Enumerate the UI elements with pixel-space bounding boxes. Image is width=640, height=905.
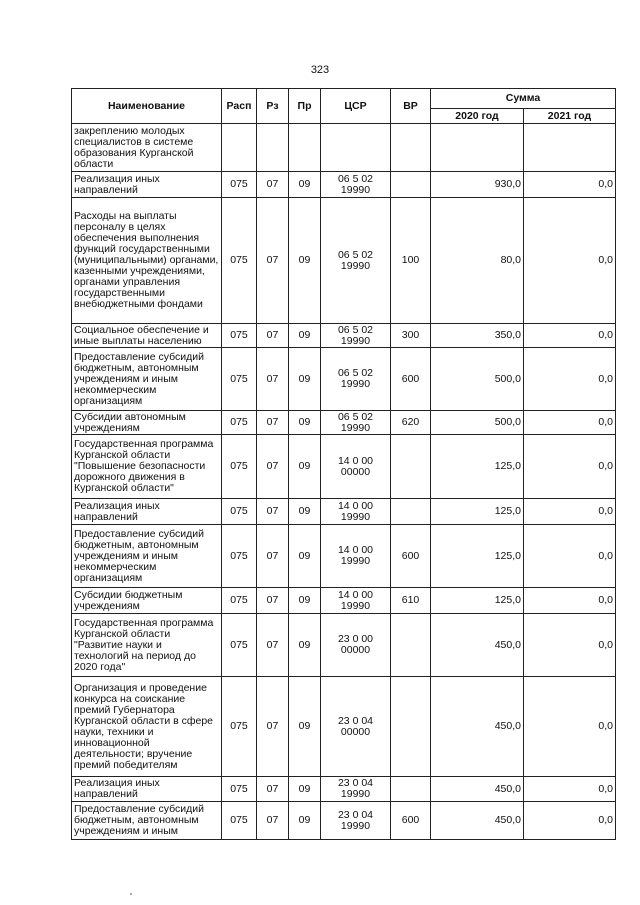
row-sum-2021: 0,0 bbox=[524, 435, 616, 499]
row-rz: 07 bbox=[257, 198, 289, 324]
row-sum-2020: 450,0 bbox=[431, 677, 524, 777]
row-rasp: 075 bbox=[222, 777, 257, 802]
row-sum-2020: 125,0 bbox=[431, 499, 524, 525]
row-sum-2021: 0,0 bbox=[524, 198, 616, 324]
row-sum-2021: 0,0 bbox=[524, 411, 616, 435]
row-name: Предоставление субсидий бюджетным, автономным учреждениям и иным bbox=[72, 802, 222, 840]
row-vr bbox=[391, 614, 431, 677]
row-csr: 23 0 04 19990 bbox=[321, 802, 391, 840]
row-pr: 09 bbox=[289, 802, 321, 840]
header-sum: Сумма bbox=[431, 89, 616, 109]
row-rasp: 075 bbox=[222, 525, 257, 588]
row-csr: 14 0 00 19990 bbox=[321, 525, 391, 588]
row-sum-2020: 125,0 bbox=[431, 525, 524, 588]
row-rz: 07 bbox=[257, 499, 289, 525]
row-vr: 610 bbox=[391, 588, 431, 614]
row-rasp: 075 bbox=[222, 324, 257, 348]
table-row bbox=[72, 411, 616, 435]
header-year-2020: 2020 год bbox=[431, 109, 524, 124]
row-pr: 09 bbox=[289, 499, 321, 525]
table-row bbox=[72, 614, 616, 677]
header-csr: ЦСР bbox=[321, 89, 391, 124]
row-vr bbox=[391, 777, 431, 802]
row-vr bbox=[391, 499, 431, 525]
row-csr: 23 0 04 00000 bbox=[321, 677, 391, 777]
row-csr: 14 0 00 19990 bbox=[321, 499, 391, 525]
row-sum-2021: 0,0 bbox=[524, 777, 616, 802]
row-name: Реализация иных направлений bbox=[72, 172, 222, 198]
row-sum-2020: 500,0 bbox=[431, 348, 524, 411]
header-rz: Рз bbox=[257, 89, 289, 124]
row-sum-2021 bbox=[524, 124, 616, 172]
row-vr bbox=[391, 677, 431, 777]
row-name: Государственная программа Курганской области "Повышение безопасности дорожного движения в Курганской области" bbox=[72, 435, 222, 499]
row-vr: 600 bbox=[391, 348, 431, 411]
row-pr: 09 bbox=[289, 777, 321, 802]
row-pr: 09 bbox=[289, 348, 321, 411]
row-sum-2021: 0,0 bbox=[524, 525, 616, 588]
row-rasp: 075 bbox=[222, 614, 257, 677]
header-name: Наименование bbox=[72, 89, 222, 124]
table-row bbox=[72, 588, 616, 614]
header-vr: ВР bbox=[391, 89, 431, 124]
row-csr: 06 5 02 19990 bbox=[321, 348, 391, 411]
row-sum-2020: 450,0 bbox=[431, 614, 524, 677]
row-sum-2020: 450,0 bbox=[431, 777, 524, 802]
row-pr: 09 bbox=[289, 411, 321, 435]
row-vr: 300 bbox=[391, 324, 431, 348]
table-row bbox=[72, 172, 616, 198]
row-sum-2020 bbox=[431, 124, 524, 172]
row-pr: 09 bbox=[289, 435, 321, 499]
row-sum-2020: 125,0 bbox=[431, 588, 524, 614]
row-name: Предоставление субсидий бюджетным, автономным учреждениям и иным некоммерческим организациям bbox=[72, 348, 222, 411]
row-pr: 09 bbox=[289, 198, 321, 324]
row-csr: 14 0 00 00000 bbox=[321, 435, 391, 499]
header-pr: Пр bbox=[289, 89, 321, 124]
row-rz: 07 bbox=[257, 777, 289, 802]
row-sum-2021: 0,0 bbox=[524, 802, 616, 840]
row-sum-2020: 500,0 bbox=[431, 411, 524, 435]
row-rasp: 075 bbox=[222, 172, 257, 198]
table-row bbox=[72, 677, 616, 777]
row-vr bbox=[391, 172, 431, 198]
table-row bbox=[72, 198, 616, 324]
row-rasp: 075 bbox=[222, 411, 257, 435]
row-vr bbox=[391, 124, 431, 172]
table-row bbox=[72, 499, 616, 525]
row-name: Субсидии бюджетным учреждениям bbox=[72, 588, 222, 614]
row-pr: 09 bbox=[289, 172, 321, 198]
row-pr: 09 bbox=[289, 614, 321, 677]
row-rasp: 075 bbox=[222, 435, 257, 499]
row-sum-2021: 0,0 bbox=[524, 324, 616, 348]
row-vr bbox=[391, 435, 431, 499]
table-row bbox=[72, 802, 616, 840]
header-year-2021: 2021 год bbox=[524, 109, 616, 124]
row-pr: 09 bbox=[289, 525, 321, 588]
row-rasp: 075 bbox=[222, 499, 257, 525]
page-number: 323 bbox=[310, 64, 330, 76]
row-rasp: 075 bbox=[222, 588, 257, 614]
row-rasp: 075 bbox=[222, 677, 257, 777]
row-rz: 07 bbox=[257, 614, 289, 677]
row-rz: 07 bbox=[257, 172, 289, 198]
row-rz: 07 bbox=[257, 348, 289, 411]
row-vr: 100 bbox=[391, 198, 431, 324]
row-rasp: 075 bbox=[222, 198, 257, 324]
row-sum-2021: 0,0 bbox=[524, 172, 616, 198]
row-csr: 23 0 04 19990 bbox=[321, 777, 391, 802]
row-sum-2021: 0,0 bbox=[524, 588, 616, 614]
row-sum-2020: 80,0 bbox=[431, 198, 524, 324]
row-csr: 14 0 00 19990 bbox=[321, 588, 391, 614]
table-row bbox=[72, 348, 616, 411]
scan-dot bbox=[130, 893, 132, 895]
table-row bbox=[72, 435, 616, 499]
row-csr: 06 5 02 19990 bbox=[321, 172, 391, 198]
row-rasp: 075 bbox=[222, 802, 257, 840]
row-rz: 07 bbox=[257, 324, 289, 348]
row-rz: 07 bbox=[257, 525, 289, 588]
table-row bbox=[72, 124, 616, 172]
row-pr: 09 bbox=[289, 588, 321, 614]
row-csr: 06 5 02 19990 bbox=[321, 411, 391, 435]
row-csr: 06 5 02 19990 bbox=[321, 324, 391, 348]
row-name: закреплению молодых специалистов в системе образования Курганской области bbox=[72, 124, 222, 172]
row-sum-2020: 350,0 bbox=[431, 324, 524, 348]
row-pr: 09 bbox=[289, 324, 321, 348]
budget-table bbox=[71, 88, 616, 840]
row-rz: 07 bbox=[257, 802, 289, 840]
row-name: Организация и проведение конкурса на соискание премий Губернатора Курганской области в сфере науки, техники и инновационной деятельности; вручение премий победителям bbox=[72, 677, 222, 777]
row-vr: 620 bbox=[391, 411, 431, 435]
row-name: Субсидии автономным учреждениям bbox=[72, 411, 222, 435]
table-row bbox=[72, 324, 616, 348]
row-sum-2021: 0,0 bbox=[524, 614, 616, 677]
header-rasp: Расп bbox=[222, 89, 257, 124]
row-rz bbox=[257, 124, 289, 172]
row-name: Социальное обеспечение и иные выплаты населению bbox=[72, 324, 222, 348]
row-rasp bbox=[222, 124, 257, 172]
row-sum-2020: 450,0 bbox=[431, 802, 524, 840]
row-vr: 600 bbox=[391, 802, 431, 840]
row-rz: 07 bbox=[257, 588, 289, 614]
row-rz: 07 bbox=[257, 677, 289, 777]
row-sum-2021: 0,0 bbox=[524, 499, 616, 525]
row-sum-2021: 0,0 bbox=[524, 677, 616, 777]
row-csr bbox=[321, 124, 391, 172]
table-row bbox=[72, 525, 616, 588]
row-name: Государственная программа Курганской области "Развитие науки и технологий на период до 2020 года" bbox=[72, 614, 222, 677]
row-rasp: 075 bbox=[222, 348, 257, 411]
table-row bbox=[72, 777, 616, 802]
row-pr bbox=[289, 124, 321, 172]
row-pr: 09 bbox=[289, 677, 321, 777]
row-csr: 06 5 02 19990 bbox=[321, 198, 391, 324]
row-sum-2020: 125,0 bbox=[431, 435, 524, 499]
row-name: Реализация иных направлений bbox=[72, 499, 222, 525]
row-rz: 07 bbox=[257, 435, 289, 499]
row-vr: 600 bbox=[391, 525, 431, 588]
row-name: Реализация иных направлений bbox=[72, 777, 222, 802]
row-rz: 07 bbox=[257, 411, 289, 435]
row-name: Расходы на выплаты персоналу в целях обеспечения выполнения функций государственными (муниципальными) органами, казенными учреждениями, органами управления государственными внебюджетными фондами bbox=[72, 198, 222, 324]
row-sum-2021: 0,0 bbox=[524, 348, 616, 411]
row-sum-2020: 930,0 bbox=[431, 172, 524, 198]
row-csr: 23 0 00 00000 bbox=[321, 614, 391, 677]
row-name: Предоставление субсидий бюджетным, автономным учреждениям и иным некоммерческим организациям bbox=[72, 525, 222, 588]
